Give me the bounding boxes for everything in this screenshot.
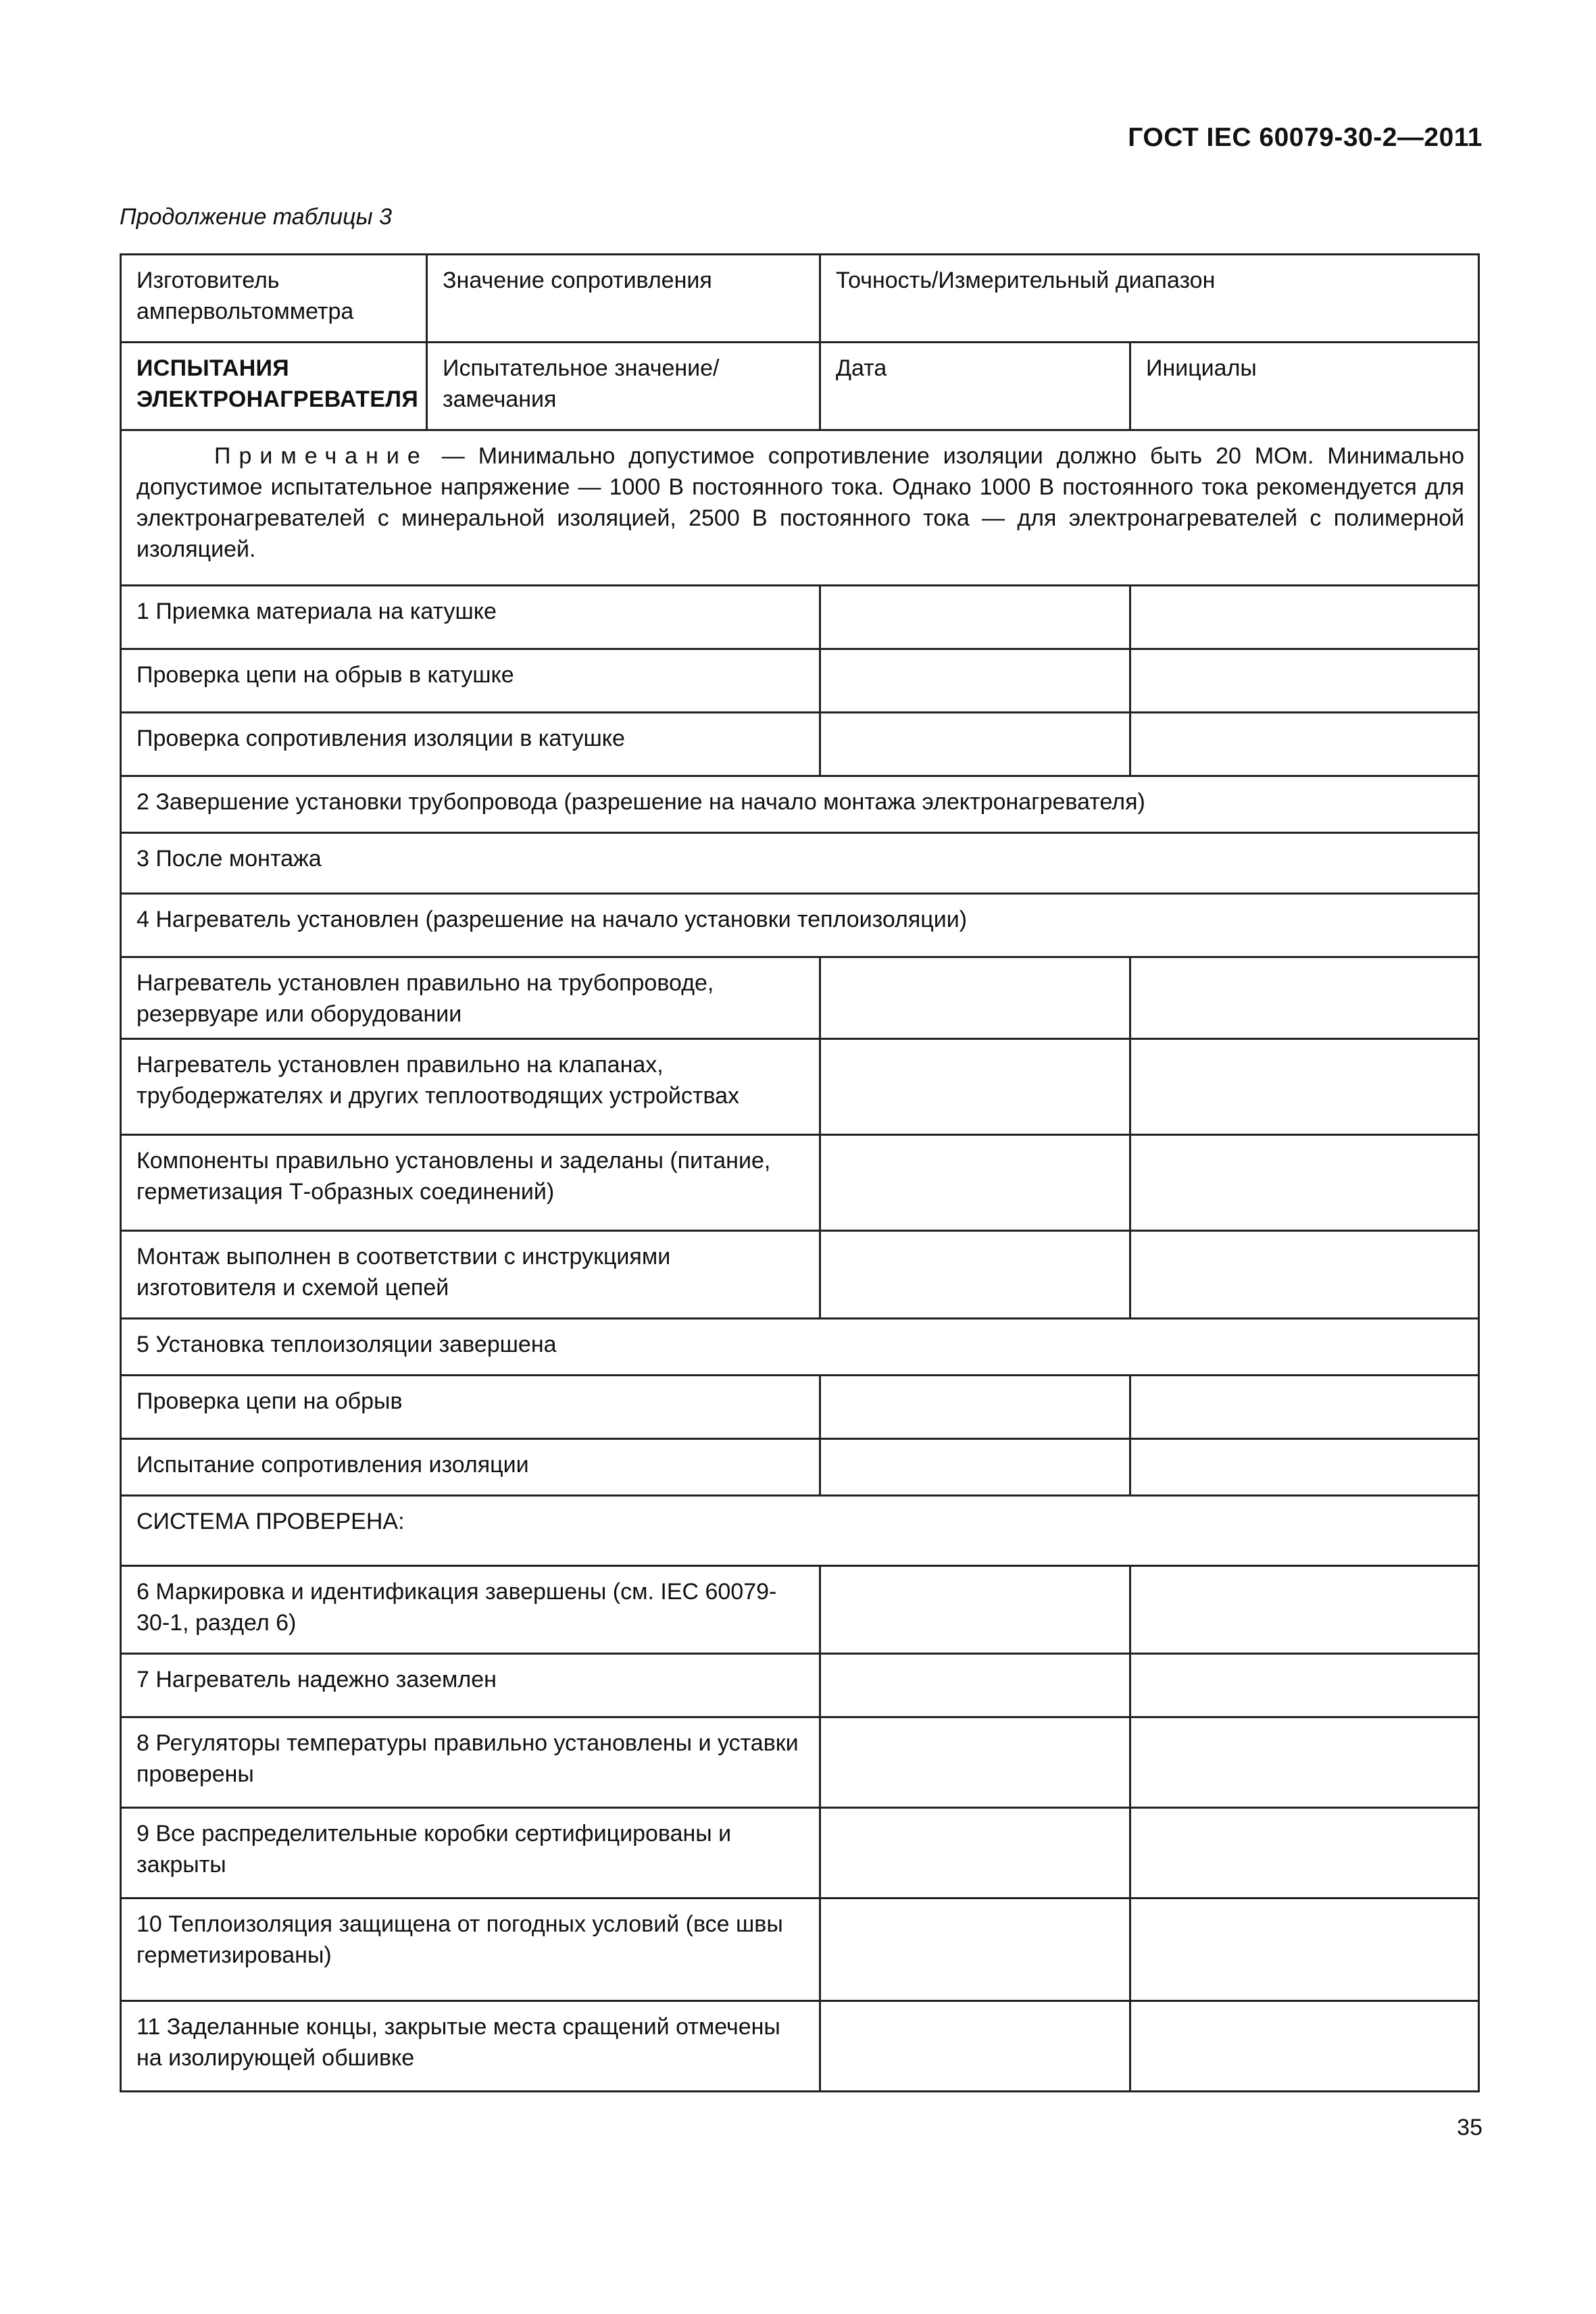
date-cell — [820, 1039, 1130, 1135]
initials-cell — [1130, 1898, 1479, 2001]
row-label: Испытание сопротивления изоляции — [121, 1439, 820, 1496]
table-row — [121, 1231, 1479, 1319]
table-row — [121, 1039, 1479, 1135]
table-row — [121, 1496, 1479, 1566]
row-label: 8 Регуляторы температуры правильно установлены и уставки проверены — [121, 1717, 820, 1808]
meter-manufacturer-label: Изготовитель ампервольтомметра — [121, 255, 427, 343]
table-row — [121, 833, 1479, 894]
row-label: Проверка сопротивления изоляции в катушке — [121, 713, 820, 776]
row-label: Проверка цепи на обрыв в катушке — [121, 649, 820, 713]
table-row — [121, 2001, 1479, 2092]
initials-cell — [1130, 1135, 1479, 1231]
table-row — [121, 430, 1479, 586]
note-lead: Примечание — [214, 443, 428, 469]
date-cell — [820, 649, 1130, 713]
table-row — [121, 713, 1479, 776]
date-cell — [820, 1654, 1130, 1717]
initials-cell — [1130, 1654, 1479, 1717]
date-heading: Дата — [820, 343, 1130, 430]
date-cell — [820, 1566, 1130, 1654]
section-heading: 2 Завершение установки трубопровода (разрешение на начало монтажа электронагревателя) — [121, 776, 1479, 833]
section-heading: 3 После монтажа — [121, 833, 1479, 894]
table-row — [121, 1654, 1479, 1717]
initials-cell — [1130, 2001, 1479, 2092]
section-heading: 4 Нагреватель установлен (разрешение на начало установки теплоизоляции) — [121, 894, 1479, 957]
date-cell — [820, 1808, 1130, 1898]
date-cell — [820, 1898, 1130, 2001]
date-cell — [820, 713, 1130, 776]
table-row — [121, 1376, 1479, 1439]
table-row — [121, 1319, 1479, 1376]
row-label: Компоненты правильно установлены и заделаны (питание, герметизация Т-образных соединений) — [121, 1135, 820, 1231]
resistance-value-label: Значение сопротивления — [427, 255, 820, 343]
table-row — [121, 1135, 1479, 1231]
initials-cell — [1130, 1376, 1479, 1439]
page-number: 35 — [1457, 2115, 1482, 2140]
initials-cell — [1130, 1808, 1479, 1898]
table-row — [121, 776, 1479, 833]
initials-cell — [1130, 1039, 1479, 1135]
table-row — [121, 1808, 1479, 1898]
row-label: Нагреватель установлен правильно на трубопроводе, резервуаре или оборудовании — [121, 957, 820, 1039]
row-label: 10 Теплоизоляция защищена от погодных условий (все швы герметизированы) — [121, 1898, 820, 2001]
date-cell — [820, 1439, 1130, 1496]
initials-cell — [1130, 957, 1479, 1039]
row-label: 9 Все распределительные коробки сертифицированы и закрыты — [121, 1808, 820, 1898]
table-row — [121, 894, 1479, 957]
accuracy-range-label: Точность/Измерительный диапазон — [820, 255, 1479, 343]
date-cell — [820, 957, 1130, 1039]
table-caption: Продолжение таблицы 3 — [120, 204, 392, 230]
table-row — [121, 649, 1479, 713]
row-label: Проверка цепи на обрыв — [121, 1376, 820, 1439]
row-label: 7 Нагреватель надежно заземлен — [121, 1654, 820, 1717]
table-row — [121, 586, 1479, 649]
heater-tests-heading: ИСПЫТАНИЯ ЭЛЕКТРОНАГРЕВАТЕЛЯ — [121, 343, 427, 430]
table-row — [121, 1717, 1479, 1808]
initials-cell — [1130, 1717, 1479, 1808]
row-label: 6 Маркировка и идентификация завершены (см. IEC 60079-30-1, раздел 6) — [121, 1566, 820, 1654]
initials-cell — [1130, 1231, 1479, 1319]
table-row — [121, 1439, 1479, 1496]
date-cell — [820, 2001, 1130, 2092]
initials-heading: Инициалы — [1130, 343, 1479, 430]
date-cell — [820, 586, 1130, 649]
standard-code: ГОСТ IEC 60079-30-2—2011 — [1128, 123, 1482, 152]
row-label: Монтаж выполнен в соответствии с инструкциями изготовителя и схемой цепей — [121, 1231, 820, 1319]
row-label: 1 Приемка материала на катушке — [121, 586, 820, 649]
date-cell — [820, 1376, 1130, 1439]
initials-cell — [1130, 713, 1479, 776]
section-heading: 5 Установка теплоизоляции завершена — [121, 1319, 1479, 1376]
date-cell — [820, 1231, 1130, 1319]
row-label: Нагреватель установлен правильно на клапанах, трубодержателях и других теплоотводящих устройствах — [121, 1039, 820, 1135]
date-cell — [820, 1717, 1130, 1808]
initials-cell — [1130, 1439, 1479, 1496]
row-label: 11 Заделанные концы, закрытые места сращений отмечены на изолирующей обшивке — [121, 2001, 820, 2092]
table-row — [121, 1566, 1479, 1654]
table-row — [121, 1898, 1479, 2001]
initials-cell — [1130, 586, 1479, 649]
note-cell — [121, 430, 1479, 586]
note-text: — Минимально допустимое сопротивление изоляции должно быть 20 МОм. Минимально допустимое испытательное напряжение — 1000 В постоянного тока. Однако 1000 В постоянного тока рекомендуется для электронагревателей с минеральной изоляцией, 2500 В постоянного тока — для электронагревателей с полимерной изоляцией. — [136, 443, 1464, 562]
initials-cell — [1130, 649, 1479, 713]
table-row — [121, 957, 1479, 1039]
table-row — [121, 343, 1479, 430]
date-cell — [820, 1135, 1130, 1231]
system-checked-heading: СИСТЕМА ПРОВЕРЕНА: — [121, 1496, 1479, 1566]
table-row — [121, 255, 1479, 343]
initials-cell — [1130, 1566, 1479, 1654]
test-value-remarks-heading: Испытательное значение/ замечания — [427, 343, 820, 430]
test-record-table — [120, 253, 1480, 2092]
